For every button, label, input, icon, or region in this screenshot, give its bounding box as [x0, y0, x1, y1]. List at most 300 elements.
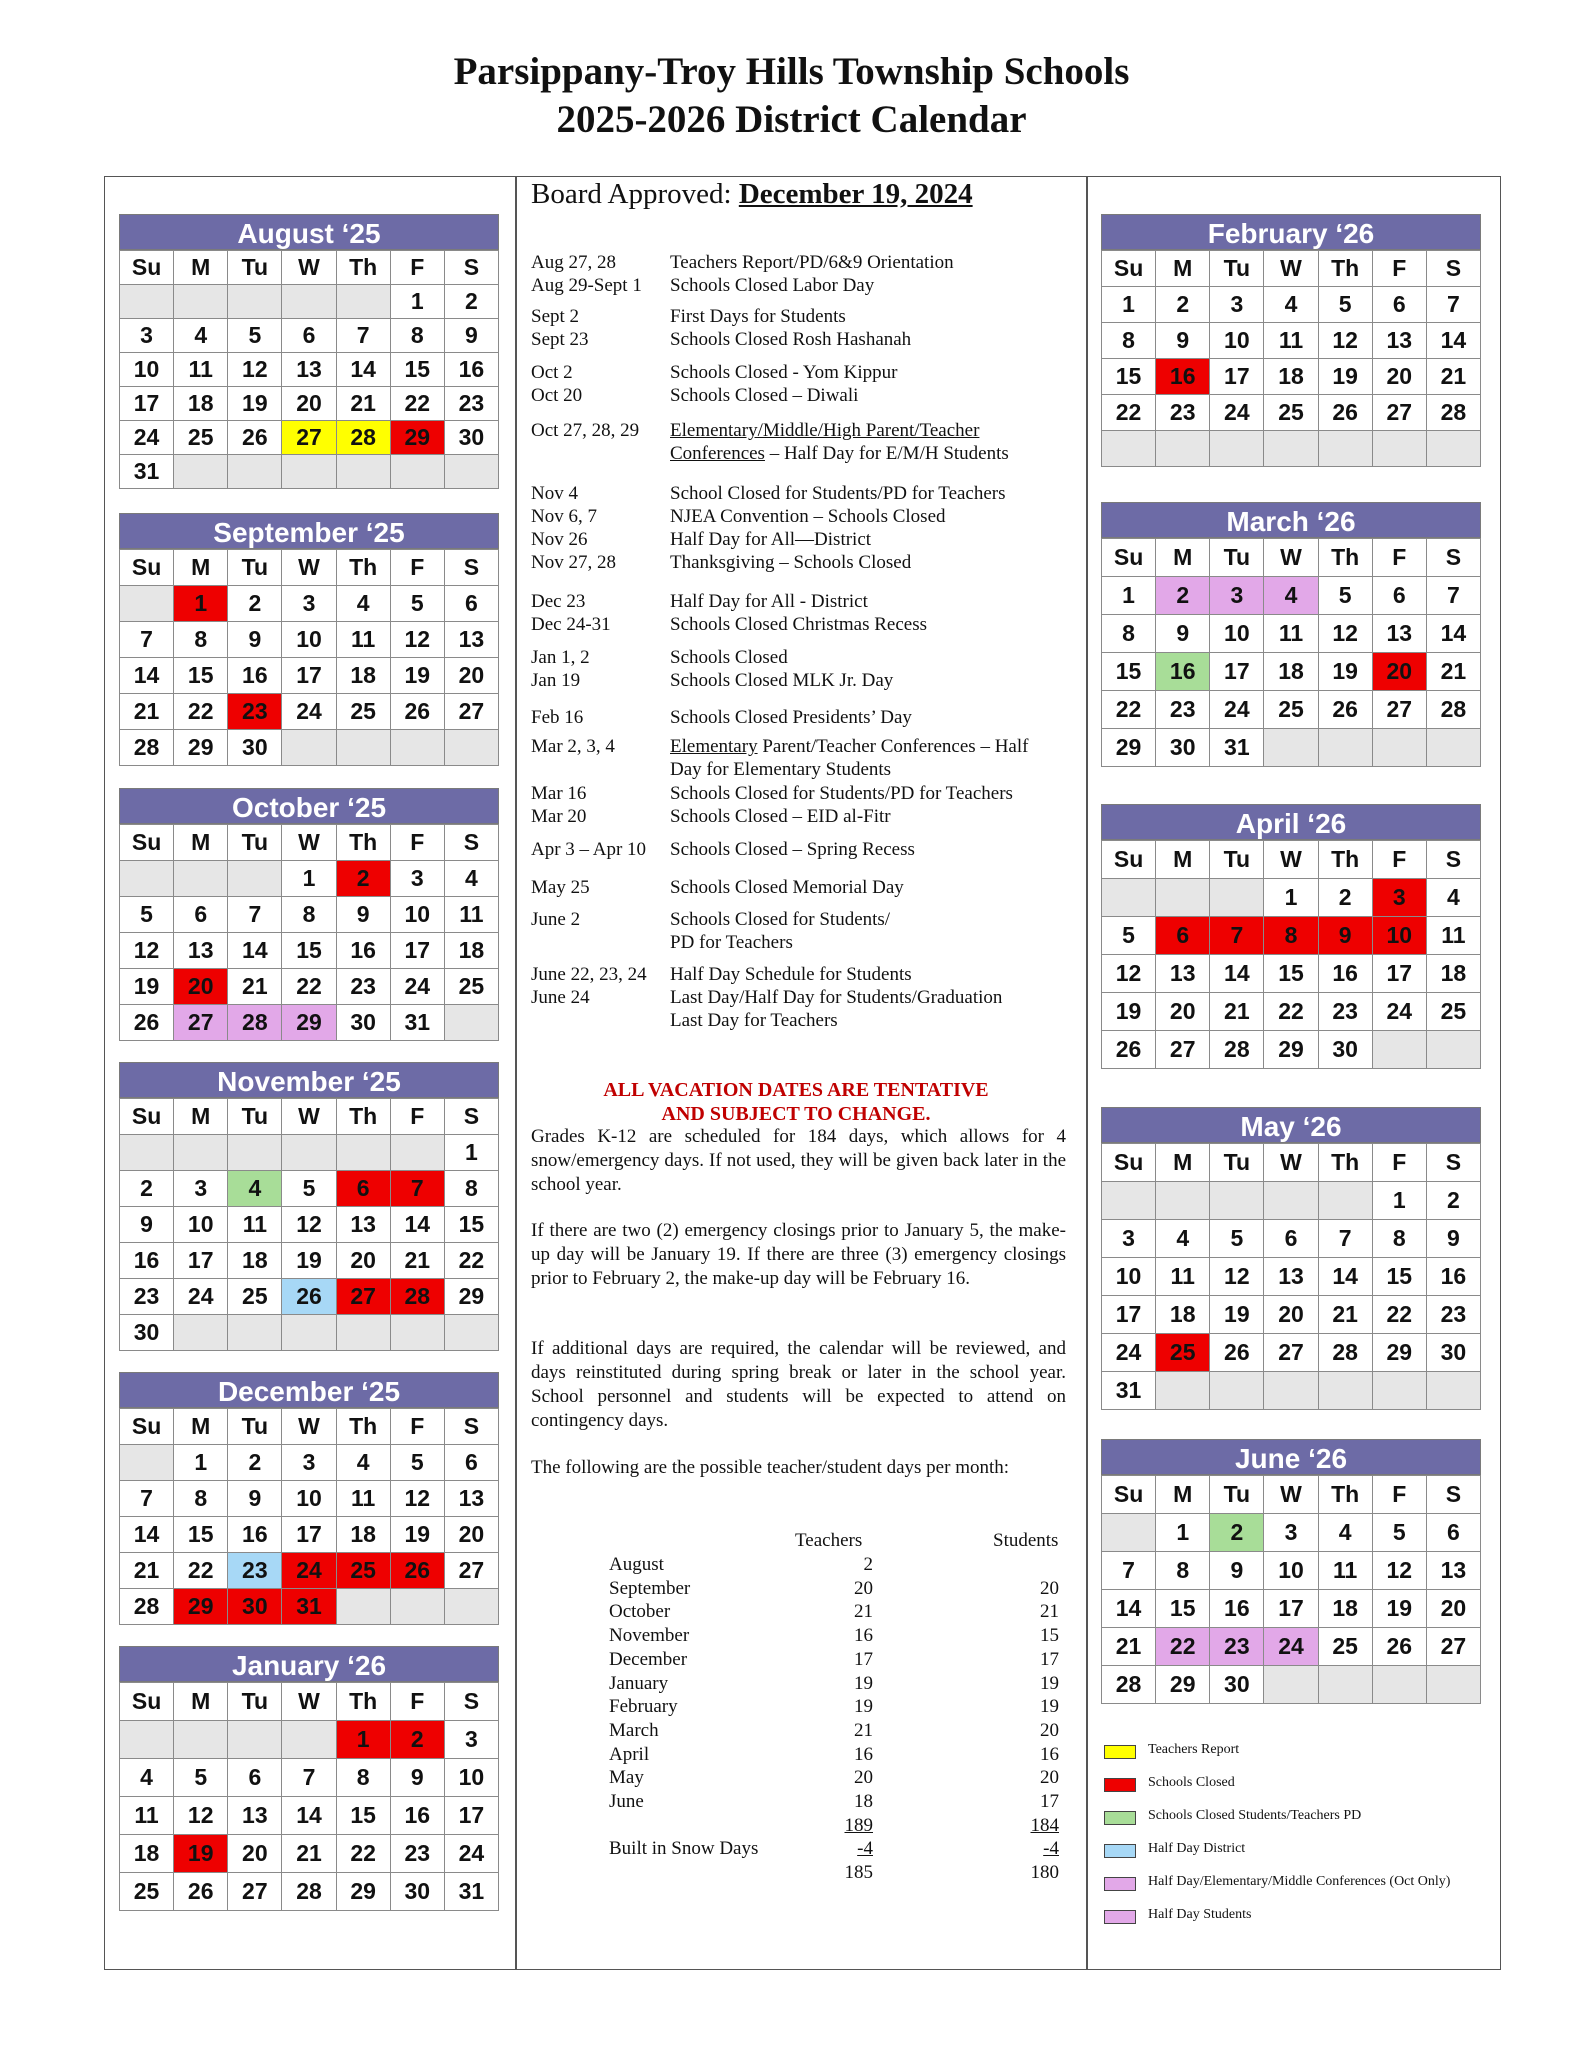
empty-day-cell — [1264, 1666, 1318, 1704]
day-cell: 19 — [282, 1243, 336, 1279]
day-cell: 24 — [282, 1553, 336, 1589]
day-cell: 27 — [1426, 1628, 1480, 1666]
empty-day-cell — [1156, 1182, 1210, 1220]
day-cell: 11 — [120, 1797, 174, 1835]
days-month-label: June — [609, 1791, 644, 1812]
day-cell: 22 — [390, 387, 444, 421]
day-cell: 19 — [1318, 359, 1372, 395]
empty-day-cell — [1264, 729, 1318, 767]
weekday-header: Tu — [1210, 539, 1264, 577]
day-cell: 4 — [336, 1445, 390, 1481]
event-text: Schools Closed for Students/PD for Teachers — [670, 783, 1013, 804]
event-text: School Closed for Students/PD for Teachers — [670, 483, 1006, 504]
day-cell: 4 — [1264, 287, 1318, 323]
week-row — [1102, 1334, 1481, 1372]
day-cell: 3 — [282, 586, 336, 622]
event-text: First Days for Students — [670, 306, 846, 327]
col-header-students: Students — [993, 1530, 1059, 1551]
day-cell: 27 — [444, 1553, 498, 1589]
day-cell: 19 — [1102, 993, 1156, 1031]
day-cell: 13 — [1372, 323, 1426, 359]
day-cell: 18 — [1264, 359, 1318, 395]
week-row — [1102, 1514, 1481, 1552]
day-cell: 24 — [174, 1279, 228, 1315]
day-cell: 7 — [1210, 917, 1264, 955]
weekday-header: S — [444, 550, 498, 586]
legend-swatch — [1104, 1778, 1136, 1792]
day-cell: 27 — [228, 1873, 282, 1911]
week-row — [120, 1207, 499, 1243]
weekday-header: S — [444, 1683, 498, 1721]
week-row — [120, 658, 499, 694]
day-cell: 6 — [1426, 1514, 1480, 1552]
weekday-header: Su — [1102, 1144, 1156, 1182]
day-cell: 15 — [390, 353, 444, 387]
day-cell: 14 — [282, 1797, 336, 1835]
event-text: Day for Elementary Students — [670, 759, 892, 780]
day-cell: 7 — [282, 1759, 336, 1797]
day-cell: 17 — [1264, 1590, 1318, 1628]
month-header: April ‘26 — [1101, 804, 1481, 840]
day-cell: 17 — [1102, 1296, 1156, 1334]
empty-day-cell — [1318, 1666, 1372, 1704]
empty-day-cell — [1372, 1372, 1426, 1410]
day-cell: 7 — [1102, 1552, 1156, 1590]
weekday-header: F — [390, 251, 444, 285]
weekday-header: Tu — [1210, 1476, 1264, 1514]
weekday-header: M — [1156, 251, 1210, 287]
day-cell: 23 — [120, 1279, 174, 1315]
day-cell: 5 — [1318, 577, 1372, 615]
day-cell: 24 — [1264, 1628, 1318, 1666]
weekday-header: W — [282, 251, 336, 285]
day-cell: 8 — [444, 1171, 498, 1207]
day-cell: 6 — [282, 319, 336, 353]
day-cell: 12 — [120, 933, 174, 969]
day-cell: 9 — [444, 319, 498, 353]
day-cell: 3 — [174, 1171, 228, 1207]
day-cell: 8 — [282, 897, 336, 933]
day-cell: 5 — [1372, 1514, 1426, 1552]
day-cell: 6 — [444, 1445, 498, 1481]
day-cell: 11 — [336, 1481, 390, 1517]
board-label: Board Approved: — [531, 178, 732, 210]
day-cell: 8 — [1102, 323, 1156, 359]
weekday-header: S — [1426, 251, 1480, 287]
day-cell: 26 — [390, 1553, 444, 1589]
month-header: February ‘26 — [1101, 214, 1481, 250]
week-row — [1102, 615, 1481, 653]
month-header: June ‘26 — [1101, 1439, 1481, 1475]
event-text: Schools Closed – Diwali — [670, 385, 859, 406]
day-cell: 22 — [174, 1553, 228, 1589]
day-cell: 3 — [1372, 879, 1426, 917]
event-date: Dec 23 — [531, 591, 586, 612]
empty-day-cell — [282, 1721, 336, 1759]
empty-day-cell — [1426, 1372, 1480, 1410]
day-cell: 29 — [390, 421, 444, 455]
day-cell: 27 — [1156, 1031, 1210, 1069]
day-cell: 17 — [390, 933, 444, 969]
weekday-header: M — [174, 1409, 228, 1445]
weekday-header: W — [1264, 251, 1318, 287]
paragraph-snow-days: Grades K-12 are scheduled for 184 days, which allows for 4 snow/emergency days. If not used, they will be given back later in the school year. — [531, 1126, 1066, 1195]
day-cell: 16 — [1156, 653, 1210, 691]
empty-day-cell — [1102, 1514, 1156, 1552]
days-teachers-value: 21 — [854, 1601, 873, 1623]
day-cell: 23 — [444, 387, 498, 421]
day-cell: 11 — [444, 897, 498, 933]
empty-day-cell — [1318, 431, 1372, 467]
day-cell: 9 — [1210, 1552, 1264, 1590]
event-text: Schools Closed Presidents’ Day — [670, 707, 912, 728]
day-cell: 20 — [228, 1835, 282, 1873]
day-cell: 2 — [1426, 1182, 1480, 1220]
days-teachers-value: 16 — [854, 1625, 873, 1647]
week-row — [120, 1171, 499, 1207]
empty-day-cell — [1264, 1182, 1318, 1220]
day-cell: 18 — [1318, 1590, 1372, 1628]
day-cell: 4 — [336, 586, 390, 622]
weekday-header: S — [1426, 1476, 1480, 1514]
day-cell: 26 — [1318, 395, 1372, 431]
event-text: Schools Closed – Spring Recess — [670, 839, 915, 860]
event-date: Oct 2 — [531, 362, 573, 383]
day-cell: 20 — [282, 387, 336, 421]
week-row — [1102, 955, 1481, 993]
day-cell: 10 — [390, 897, 444, 933]
day-cell: 9 — [1318, 917, 1372, 955]
empty-day-cell — [1102, 1182, 1156, 1220]
weekday-header: F — [390, 1409, 444, 1445]
day-cell: 28 — [1426, 691, 1480, 729]
day-cell: 22 — [1264, 993, 1318, 1031]
day-cell: 6 — [1372, 577, 1426, 615]
day-cell: 25 — [336, 694, 390, 730]
week-row — [120, 1279, 499, 1315]
days-students-value: 17 — [1040, 1648, 1059, 1670]
day-cell: 30 — [444, 421, 498, 455]
day-cell: 25 — [336, 1553, 390, 1589]
day-cell: 27 — [1264, 1334, 1318, 1372]
empty-day-cell — [1426, 431, 1480, 467]
day-cell: 1 — [336, 1721, 390, 1759]
days-month-label: March — [609, 1719, 659, 1741]
paragraph-days-intro: The following are the possible teacher/student days per month: — [531, 1457, 1010, 1478]
empty-day-cell — [282, 285, 336, 319]
day-cell: 7 — [228, 897, 282, 933]
weekday-header: F — [390, 1683, 444, 1721]
week-row — [120, 897, 499, 933]
weekday-header: F — [390, 550, 444, 586]
day-cell: 10 — [174, 1207, 228, 1243]
week-row — [120, 861, 499, 897]
day-cell: 28 — [120, 1589, 174, 1625]
event-date: May 25 — [531, 877, 590, 898]
day-cell: 27 — [282, 421, 336, 455]
day-cell: 31 — [390, 1005, 444, 1041]
empty-day-cell — [1318, 729, 1372, 767]
days-students-value: 17 — [1040, 1791, 1059, 1812]
week-row — [120, 1481, 499, 1517]
weekday-header: Th — [1318, 841, 1372, 879]
week-row — [1102, 1031, 1481, 1069]
title-line-1: Parsippany-Troy Hills Township Schools — [453, 50, 1130, 93]
day-cell: 11 — [1318, 1552, 1372, 1590]
day-cell: 4 — [1264, 577, 1318, 615]
day-cell: 2 — [1210, 1514, 1264, 1552]
event-date: Dec 24-31 — [531, 614, 611, 635]
weekday-header: W — [282, 1099, 336, 1135]
day-cell: 5 — [1102, 917, 1156, 955]
week-row — [120, 319, 499, 353]
day-cell: 16 — [228, 1517, 282, 1553]
event-text: Schools Closed Memorial Day — [670, 877, 904, 898]
day-cell: 14 — [1318, 1258, 1372, 1296]
week-row — [120, 586, 499, 622]
empty-day-cell — [390, 1135, 444, 1171]
week-row — [1102, 577, 1481, 615]
legend-swatch — [1104, 1910, 1136, 1924]
weekday-header: W — [1264, 1144, 1318, 1182]
week-row — [120, 353, 499, 387]
day-cell: 10 — [1372, 917, 1426, 955]
day-cell: 7 — [1426, 577, 1480, 615]
paragraph-emergency-closings: If there are two (2) emergency closings prior to January 5, the make-up day will be January 19. If there are three (3) emergency closings prior to February 2, the make-up day will be February 16. — [531, 1220, 1066, 1289]
day-cell: 5 — [1318, 287, 1372, 323]
empty-day-cell — [1264, 431, 1318, 467]
notice-line-1: ALL VACATION DATES ARE TENTATIVE — [603, 1079, 989, 1101]
day-cell: 17 — [1372, 955, 1426, 993]
day-cell: 18 — [1264, 653, 1318, 691]
days-students-value: 20 — [1040, 1577, 1059, 1599]
day-cell: 19 — [1318, 653, 1372, 691]
weekday-header: S — [1426, 841, 1480, 879]
event-text: Schools Closed MLK Jr. Day — [670, 670, 894, 691]
day-cell: 30 — [1210, 1666, 1264, 1704]
day-cell: 29 — [174, 1589, 228, 1625]
days-month-label: November — [609, 1625, 690, 1647]
day-cell: 28 — [282, 1873, 336, 1911]
day-cell: 14 — [390, 1207, 444, 1243]
event-date: Sept 2 — [531, 306, 580, 327]
month-calendar — [119, 1372, 499, 1625]
day-cell: 23 — [1318, 993, 1372, 1031]
day-cell: 12 — [1372, 1552, 1426, 1590]
day-cell: 29 — [444, 1279, 498, 1315]
event-date: Aug 27, 28 — [531, 252, 616, 273]
month-calendar — [1101, 1439, 1481, 1704]
day-cell: 29 — [1372, 1334, 1426, 1372]
week-row — [120, 1445, 499, 1481]
day-cell: 5 — [282, 1171, 336, 1207]
weekday-header: W — [282, 825, 336, 861]
days-students-value: 15 — [1040, 1625, 1059, 1647]
day-cell: 11 — [228, 1207, 282, 1243]
week-row — [1102, 1552, 1481, 1590]
day-cell: 5 — [1210, 1220, 1264, 1258]
day-cell: 29 — [1156, 1666, 1210, 1704]
week-row — [1102, 917, 1481, 955]
empty-day-cell — [336, 285, 390, 319]
empty-day-cell — [336, 1315, 390, 1351]
day-cell: 4 — [1318, 1514, 1372, 1552]
title-line-2: 2025-2026 District Calendar — [556, 98, 1027, 141]
day-cell: 16 — [390, 1797, 444, 1835]
day-cell: 30 — [390, 1873, 444, 1911]
day-cell: 11 — [336, 622, 390, 658]
empty-day-cell — [228, 1315, 282, 1351]
day-cell: 9 — [1156, 323, 1210, 359]
event-text: Schools Closed Christmas Recess — [670, 614, 928, 635]
day-cell: 11 — [1426, 917, 1480, 955]
weekday-header: S — [444, 251, 498, 285]
week-row — [1102, 1296, 1481, 1334]
weekday-header: Th — [336, 251, 390, 285]
empty-day-cell — [228, 1135, 282, 1171]
day-cell: 26 — [174, 1873, 228, 1911]
day-cell: 24 — [120, 421, 174, 455]
day-cell: 26 — [120, 1005, 174, 1041]
week-row — [120, 1721, 499, 1759]
event-text: Elementary Parent/Teacher Conferences – Half — [670, 736, 1029, 757]
weekday-header: F — [1372, 539, 1426, 577]
day-cell: 18 — [228, 1243, 282, 1279]
day-cell: 15 — [1372, 1258, 1426, 1296]
week-row — [120, 421, 499, 455]
day-cell: 25 — [1264, 395, 1318, 431]
day-cell: 20 — [444, 1517, 498, 1553]
days-month-label: February — [609, 1696, 678, 1718]
day-cell: 15 — [1264, 955, 1318, 993]
days-teachers-value: 19 — [854, 1672, 873, 1694]
month-calendar — [119, 214, 499, 489]
days-teachers-value: 20 — [854, 1767, 873, 1789]
month-header: May ‘26 — [1101, 1107, 1481, 1143]
event-date: Jan 1, 2 — [531, 647, 590, 668]
day-cell: 5 — [390, 1445, 444, 1481]
empty-day-cell — [444, 1005, 498, 1041]
day-cell: 1 — [1264, 879, 1318, 917]
day-cell: 22 — [1372, 1296, 1426, 1334]
day-cell: 12 — [1318, 615, 1372, 653]
days-month-label: August — [609, 1554, 664, 1575]
weekday-header: Tu — [228, 550, 282, 586]
event-text: Schools Closed — [670, 647, 788, 668]
day-cell: 30 — [336, 1005, 390, 1041]
empty-day-cell — [1210, 1372, 1264, 1410]
day-cell: 5 — [390, 586, 444, 622]
day-cell: 9 — [1426, 1220, 1480, 1258]
weekday-header: Su — [120, 825, 174, 861]
empty-day-cell — [228, 455, 282, 489]
weekday-header: Su — [120, 1099, 174, 1135]
day-cell: 15 — [1102, 359, 1156, 395]
day-cell: 8 — [1372, 1220, 1426, 1258]
weekday-header: W — [282, 550, 336, 586]
day-cell: 16 — [1426, 1258, 1480, 1296]
weekday-header: F — [1372, 841, 1426, 879]
weekday-header: F — [1372, 1144, 1426, 1182]
week-row — [120, 285, 499, 319]
day-cell: 9 — [336, 897, 390, 933]
day-cell: 28 — [228, 1005, 282, 1041]
day-cell: 4 — [120, 1759, 174, 1797]
month-header: September ‘25 — [119, 513, 499, 549]
day-cell: 30 — [1426, 1334, 1480, 1372]
day-cell: 10 — [444, 1759, 498, 1797]
empty-day-cell — [120, 861, 174, 897]
weekday-header: Su — [120, 1409, 174, 1445]
day-cell: 13 — [1372, 615, 1426, 653]
day-cell: 17 — [1210, 359, 1264, 395]
day-cell: 10 — [120, 353, 174, 387]
day-cell: 25 — [228, 1279, 282, 1315]
week-row — [1102, 1666, 1481, 1704]
day-cell: 20 — [336, 1243, 390, 1279]
day-cell: 23 — [228, 694, 282, 730]
day-cell: 15 — [1102, 653, 1156, 691]
day-cell: 17 — [120, 387, 174, 421]
day-cell: 27 — [1372, 691, 1426, 729]
day-cell: 21 — [1210, 993, 1264, 1031]
day-cell: 1 — [1102, 287, 1156, 323]
event-date: June 24 — [531, 987, 590, 1008]
day-cell: 20 — [1264, 1296, 1318, 1334]
week-row — [120, 933, 499, 969]
day-cell: 10 — [282, 622, 336, 658]
day-cell: 1 — [174, 1445, 228, 1481]
day-cell: 19 — [120, 969, 174, 1005]
event-text: Thanksgiving – Schools Closed — [670, 552, 912, 573]
day-cell: 22 — [282, 969, 336, 1005]
empty-day-cell — [120, 1721, 174, 1759]
day-cell: 10 — [1210, 615, 1264, 653]
empty-day-cell — [1156, 879, 1210, 917]
day-cell: 2 — [336, 861, 390, 897]
week-row — [1102, 729, 1481, 767]
empty-day-cell — [444, 730, 498, 766]
day-cell: 8 — [336, 1759, 390, 1797]
day-cell: 24 — [1102, 1334, 1156, 1372]
legend-label: Half Day/Elementary/Middle Conferences (Oct Only) — [1148, 1874, 1451, 1889]
event-date: Aug 29-Sept 1 — [531, 275, 642, 296]
empty-day-cell — [390, 730, 444, 766]
day-cell: 30 — [120, 1315, 174, 1351]
day-cell: 14 — [1426, 615, 1480, 653]
day-cell: 25 — [1264, 691, 1318, 729]
month-calendar — [119, 1062, 499, 1351]
event-date: Mar 20 — [531, 806, 587, 827]
empty-day-cell — [282, 730, 336, 766]
weekday-header: Th — [1318, 251, 1372, 287]
weekday-header: M — [174, 1683, 228, 1721]
day-cell: 26 — [390, 694, 444, 730]
day-cell: 21 — [120, 694, 174, 730]
empty-day-cell — [390, 1315, 444, 1351]
event-date: Feb 16 — [531, 707, 584, 728]
day-cell: 1 — [1102, 577, 1156, 615]
day-cell: 6 — [1156, 917, 1210, 955]
day-cell: 30 — [228, 1589, 282, 1625]
empty-day-cell — [120, 1135, 174, 1171]
day-cell: 3 — [1264, 1514, 1318, 1552]
day-cell: 8 — [174, 1481, 228, 1517]
empty-day-cell — [1318, 1372, 1372, 1410]
days-teachers-value: 21 — [854, 1719, 873, 1741]
day-cell: 8 — [1102, 615, 1156, 653]
day-cell: 12 — [282, 1207, 336, 1243]
